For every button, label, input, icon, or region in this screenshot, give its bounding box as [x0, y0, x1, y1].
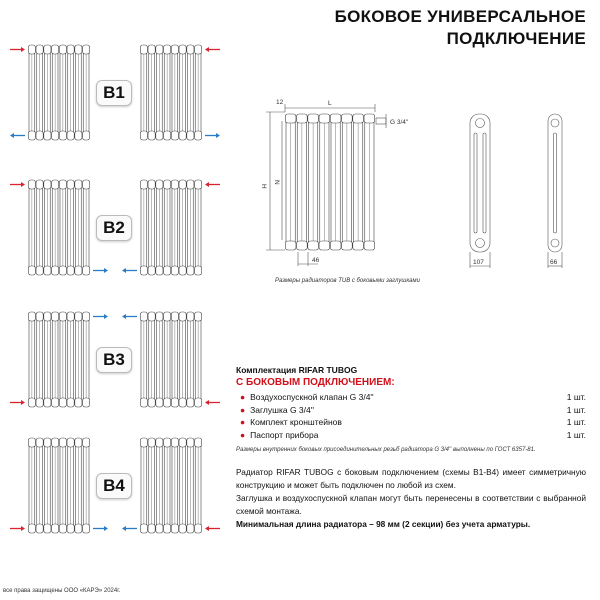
- kit-item: [236, 404, 586, 417]
- scheme-badge-b2: B2: [96, 215, 132, 241]
- kit-item: [236, 416, 586, 429]
- kit-item-name: Комплект кронштейнов: [250, 417, 342, 428]
- dim-46: 46: [312, 257, 320, 264]
- kit-item: [236, 391, 586, 404]
- bullet-icon: ●: [240, 417, 246, 428]
- bullet-icon: ●: [240, 392, 246, 403]
- scheme-badge-b4: B4: [96, 473, 132, 499]
- bullet-icon: ●: [240, 429, 246, 440]
- description: [236, 466, 586, 531]
- bullet-icon: ●: [240, 404, 246, 415]
- kit-item: [236, 429, 586, 442]
- dim-N: N: [273, 180, 280, 185]
- thread-label: G 3/4'': [390, 119, 409, 126]
- copyright: все права защищены ООО «КАРЭ» 2024г.: [3, 588, 121, 594]
- title-line-1: БОКОВОЕ УНИВЕРСАЛЬНОЕ: [334, 7, 586, 26]
- scheme-badge-b1: B1: [96, 80, 132, 106]
- dim-66: 66: [550, 259, 558, 266]
- kit-item-qty: 1 шт.: [566, 417, 586, 428]
- kit-item-qty: 1 шт.: [566, 404, 586, 415]
- description-p2: Заглушка и воздухоспускной клапан могут быть перенесены в соответствии с выбранной схемой монтажа.: [236, 493, 586, 516]
- kit-item-qty: 1 шт.: [566, 429, 586, 440]
- dim-H: H: [260, 184, 267, 189]
- side-view-107: [470, 114, 490, 268]
- kit-heading: Комплектация RIFAR TUBOG: [236, 365, 358, 375]
- scheme-badge-b3: B3: [96, 347, 132, 373]
- kit-section: [236, 365, 586, 453]
- kit-item-name: Воздухоспускной клапан G 3/4'': [250, 392, 374, 403]
- kit-note: Размеры внутренних боковых присоединительных резьб радиатора G 3/4'' выполнены по ГОСТ 6357-81.: [236, 447, 536, 453]
- kit-subheading: С БОКОВЫМ ПОДКЛЮЧЕНИЕМ:: [236, 377, 395, 388]
- kit-item-name: Паспорт прибора: [250, 429, 319, 440]
- description-p3: Минимальная длина радиатора – 98 мм (2 секции) без учета арматуры.: [236, 519, 531, 529]
- front-view: [285, 114, 374, 250]
- dim-L: L: [328, 100, 332, 107]
- description-p1: Радиатор RIFAR TUBOG с боковым подключением (схемы B1-B4) имеет симметричную конструкцию и может быть подключен по любой из схем.: [236, 467, 586, 490]
- side-view-66: [548, 114, 562, 268]
- title-line-2: ПОДКЛЮЧЕНИЕ: [446, 29, 586, 48]
- kit-item-qty: 1 шт.: [566, 392, 586, 403]
- kit-item-name: Заглушка G 3/4'': [250, 404, 314, 415]
- dim-107: 107: [473, 259, 484, 266]
- drawing-caption: Размеры радиаторов TUB с боковыми заглушками: [275, 278, 420, 284]
- dim-12: 12: [276, 99, 284, 106]
